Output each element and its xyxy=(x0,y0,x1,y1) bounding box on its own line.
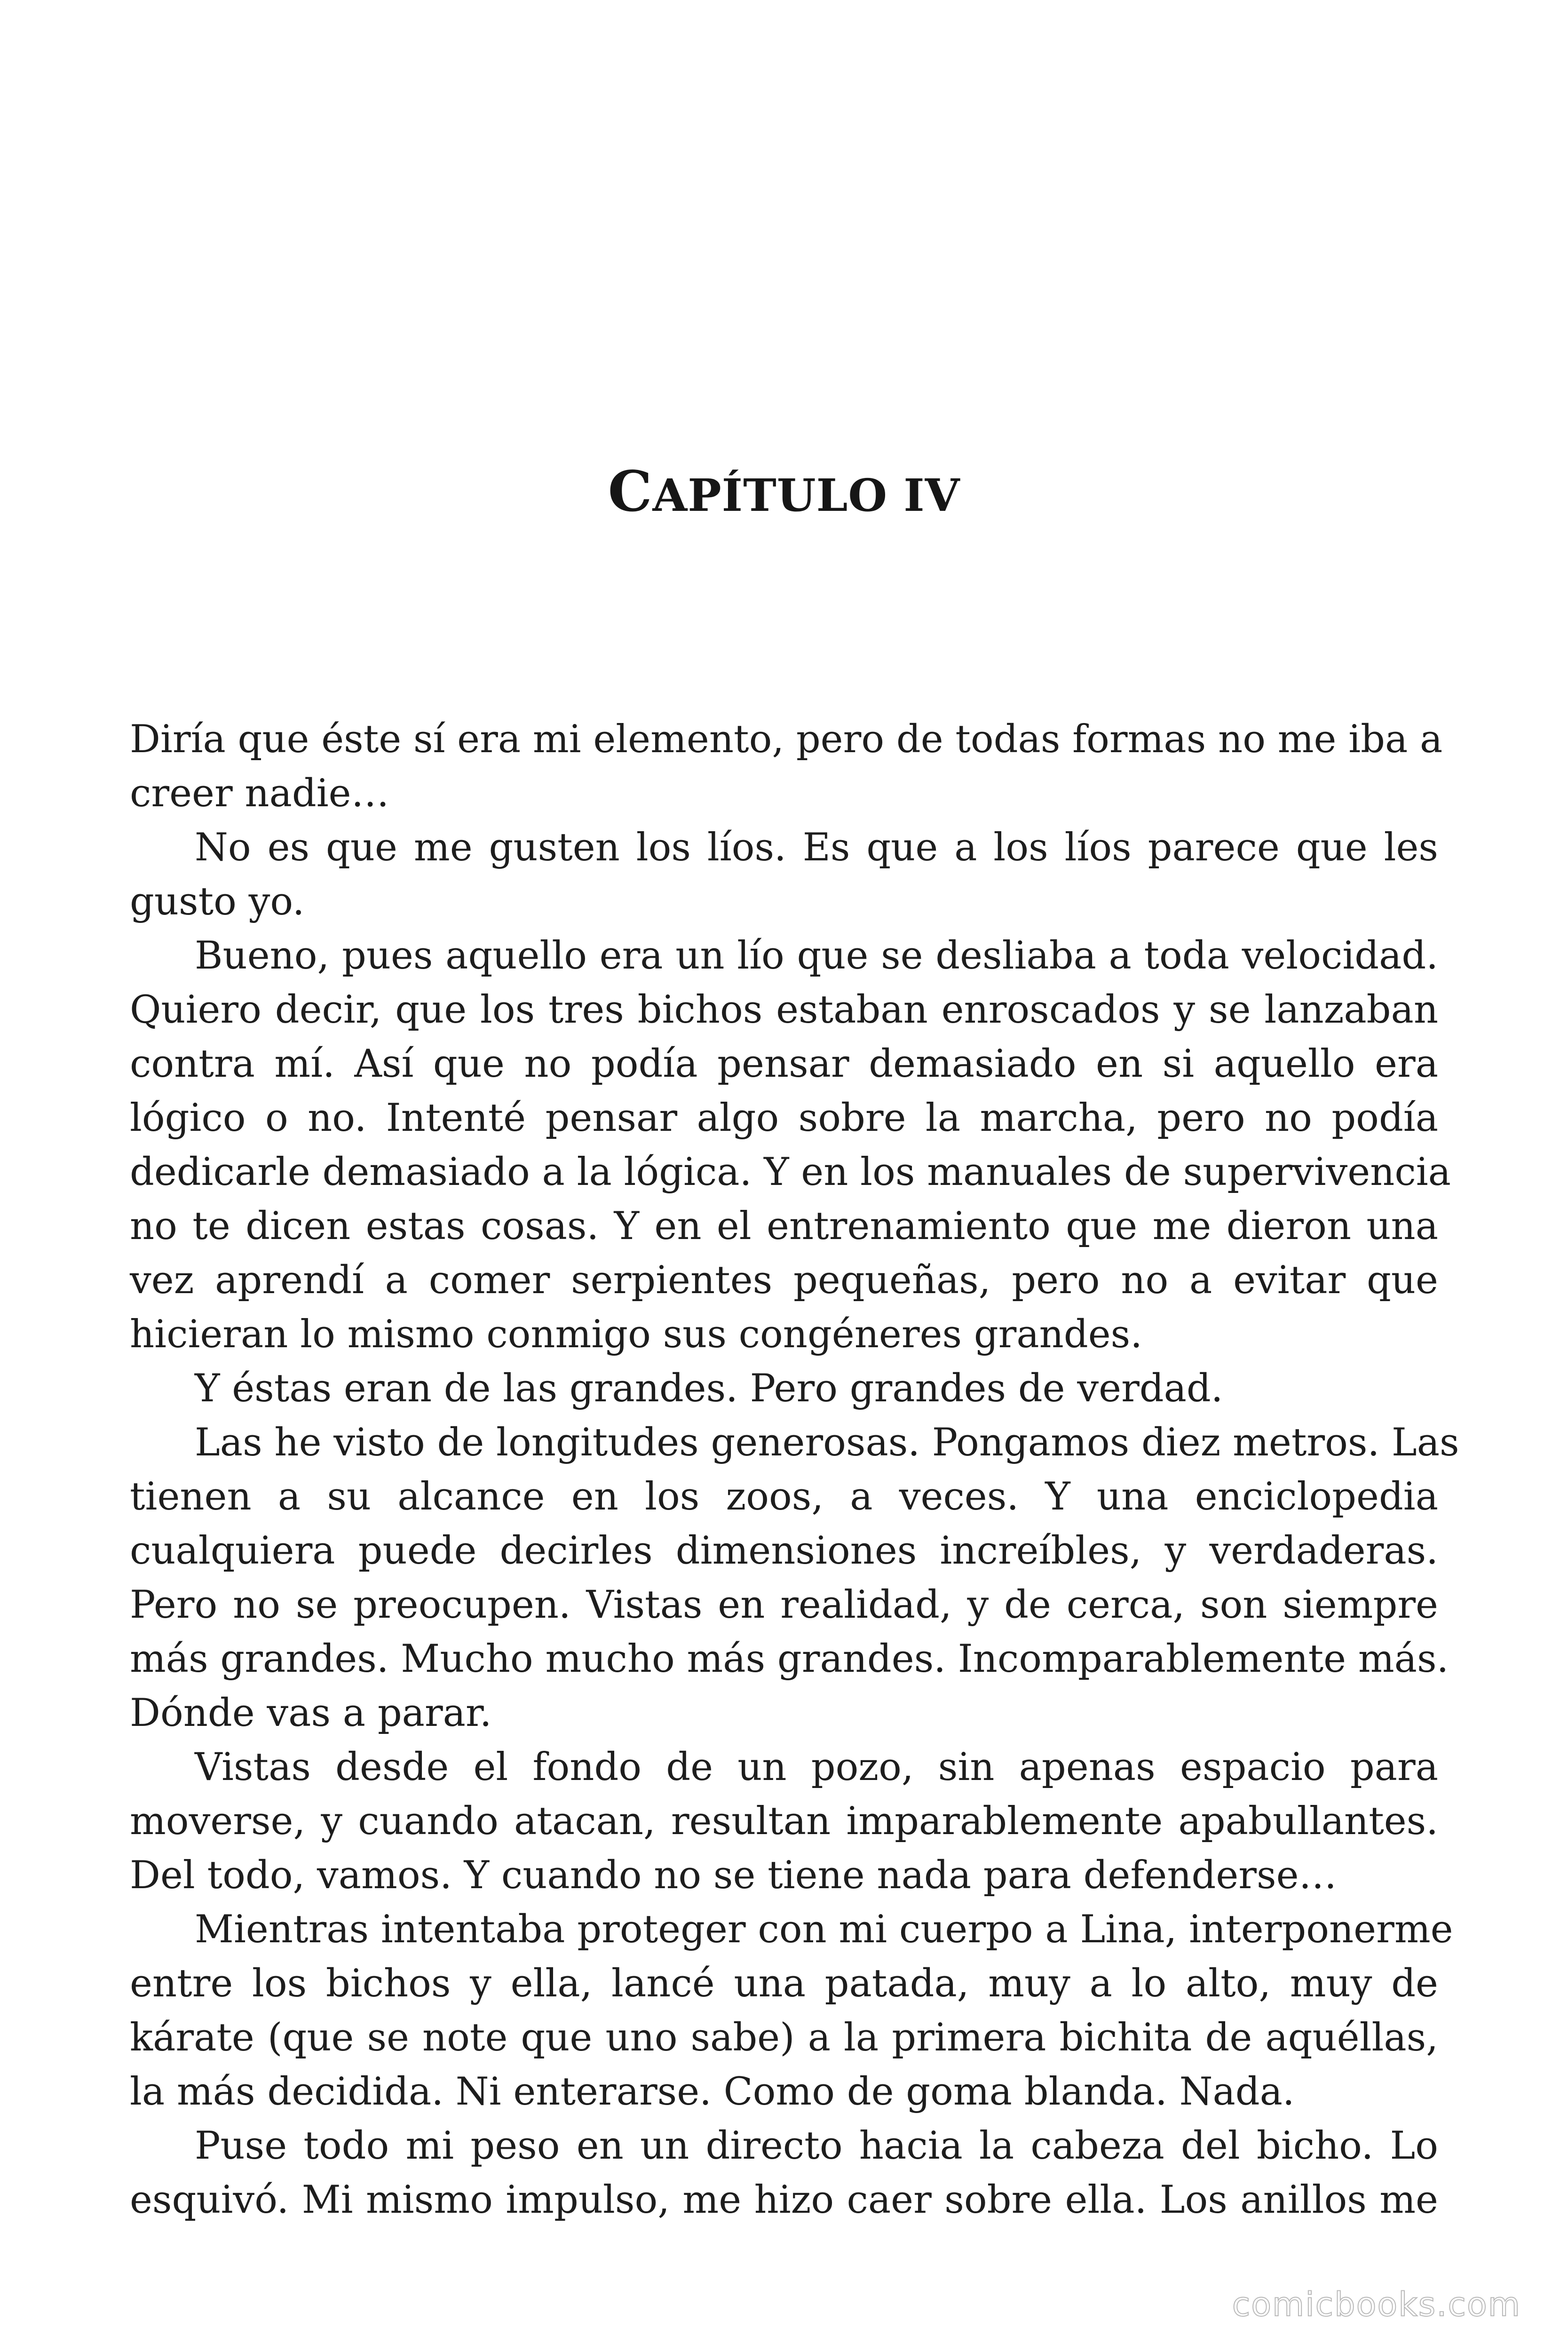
text-line: entre los bichos y ella, lancé una patada, muy a lo alto, muy de xyxy=(130,1962,1438,2006)
text-line: cualquiera puede decirles dimensiones increíbles, y verdaderas. xyxy=(130,1529,1438,1573)
chapter-title-rest: APÍTULO IV xyxy=(652,469,960,522)
text-line: no te dicen estas cosas. Y en el entrenamiento que me dieron una xyxy=(130,1204,1438,1248)
text-line: esquivó. Mi mismo impulso, me hizo caer sobre ella. Los anillos me xyxy=(130,2178,1438,2222)
watermark: comicbooks.com xyxy=(1232,2285,1521,2324)
chapter-title-initial: C xyxy=(608,459,653,524)
text-line: contra mí. Así que no podía pensar demasiado en si aquello era xyxy=(130,1042,1438,1086)
text-line: Dónde vas a parar. xyxy=(130,1691,492,1735)
text-line: dedicarle demasiado a la lógica. Y en los manuales de supervivencia xyxy=(130,1150,1451,1194)
text-line: creer nadie… xyxy=(130,771,389,816)
text-line: kárate (que se note que uno sabe) a la primera bichita de aquéllas, xyxy=(130,2016,1438,2060)
text-line: Mientras intentaba proteger con mi cuerpo a Lina, interponerme xyxy=(195,1907,1453,1952)
text-line: Bueno, pues aquello era un lío que se desliaba a toda velocidad. xyxy=(195,934,1438,978)
text-line: gusto yo. xyxy=(130,880,305,924)
text-line: No es que me gusten los líos. Es que a los líos parece que les xyxy=(195,826,1438,870)
text-line: Las he visto de longitudes generosas. Pongamos diez metros. Las xyxy=(195,1421,1459,1465)
text-line: la más decidida. Ni enterarse. Como de goma blanda. Nada. xyxy=(130,2070,1295,2114)
text-line: Diría que éste sí era mi elemento, pero de todas formas no me iba a xyxy=(130,717,1443,762)
text-line: más grandes. Mucho mucho más grandes. Incomparablemente más. xyxy=(130,1637,1449,1681)
text-line: Puse todo mi peso en un directo hacia la cabeza del bicho. Lo xyxy=(195,2124,1438,2168)
text-line: Vistas desde el fondo de un pozo, sin apenas espacio para xyxy=(195,1745,1438,1789)
text-line: tienen a su alcance en los zoos, a veces. Y una enciclopedia xyxy=(130,1475,1438,1519)
chapter-title xyxy=(0,459,1568,524)
text-line: hicieran lo mismo conmigo sus congéneres grandes. xyxy=(130,1312,1142,1357)
text-line: Del todo, vamos. Y cuando no se tiene nada para defenderse… xyxy=(130,1853,1337,1898)
text-line: Pero no se preocupen. Vistas en realidad, y de cerca, son siempre xyxy=(130,1583,1438,1627)
text-line: vez aprendí a comer serpientes pequeñas, pero no a evitar que xyxy=(130,1258,1438,1303)
text-line: Y éstas eran de las grandes. Pero grandes de verdad. xyxy=(195,1367,1223,1411)
text-line: lógico o no. Intenté pensar algo sobre la marcha, pero no podía xyxy=(130,1096,1438,1140)
text-line: moverse, y cuando atacan, resultan imparablemente apabullantes. xyxy=(130,1799,1438,1843)
text-line: Quiero decir, que los tres bichos estaban enroscados y se lanzaban xyxy=(130,988,1438,1032)
